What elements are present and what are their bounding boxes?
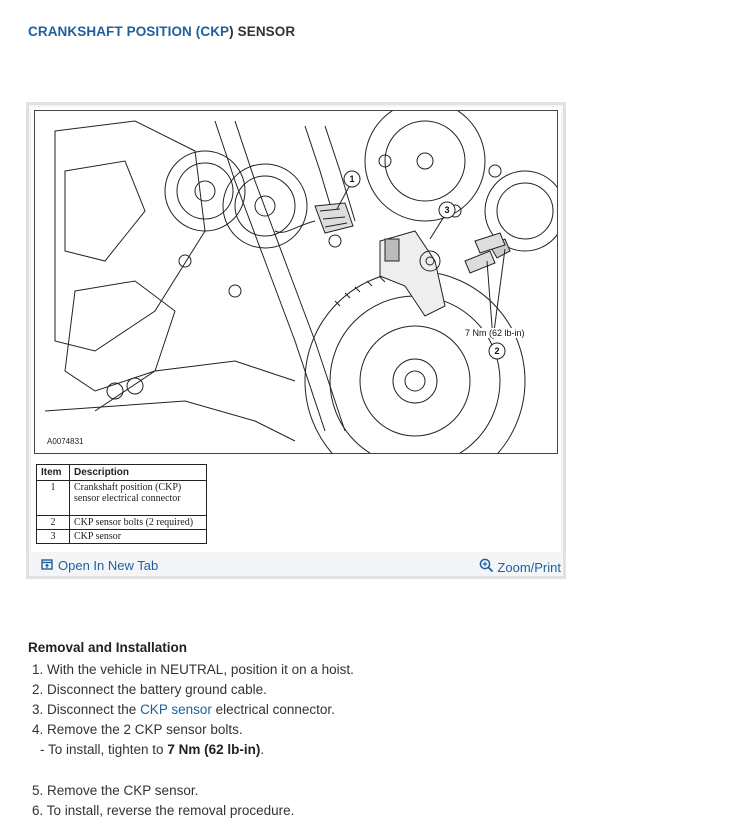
figure-inner bbox=[31, 107, 561, 552]
engine-diagram[interactable] bbox=[34, 110, 558, 454]
ckp-sensor-link[interactable]: CKP sensor bbox=[140, 702, 212, 717]
table-row bbox=[37, 481, 207, 516]
legend-item-description: CKP sensor bolts (2 required) bbox=[70, 516, 207, 530]
magnifier-plus-icon bbox=[479, 558, 494, 576]
legend-item-number: 3 bbox=[37, 530, 70, 544]
callout-3: 3 bbox=[444, 205, 450, 215]
table-row bbox=[37, 516, 207, 530]
open-in-new-tab-link[interactable] bbox=[41, 558, 158, 573]
legend-item-number: 2 bbox=[37, 516, 70, 530]
torque-label: 7 Nm (62 lb-in) bbox=[465, 328, 525, 338]
list-item bbox=[32, 700, 354, 720]
figure-footer bbox=[29, 555, 563, 577]
legend-header-row bbox=[37, 465, 207, 481]
title-prefix: CRANKSHAFT POSITION ( bbox=[28, 24, 201, 39]
legend-item-number: 1 bbox=[37, 481, 70, 516]
list-item: 5. Remove the CKP sensor. bbox=[32, 783, 199, 798]
title-abbr: CKP bbox=[200, 24, 230, 39]
table-row bbox=[37, 530, 207, 544]
callout-2: 2 bbox=[494, 346, 500, 356]
legend-header-description: Description bbox=[70, 465, 207, 481]
callout-1: 1 bbox=[349, 174, 355, 184]
legend-item-description: CKP sensor bbox=[70, 530, 207, 544]
list-item: 4. Remove the 2 CKP sensor bolts. bbox=[32, 722, 243, 737]
procedure-steps bbox=[32, 660, 354, 821]
step3-suffix: electrical connector. bbox=[211, 702, 335, 717]
substep-suffix: . bbox=[260, 742, 265, 757]
substep-prefix: - To install, tighten to bbox=[40, 742, 168, 757]
figure-card bbox=[26, 102, 566, 579]
title-suffix: ) SENSOR bbox=[229, 24, 296, 39]
list-item: 1. With the vehicle in NEUTRAL, position it on a hoist. bbox=[32, 662, 354, 677]
list-item-substep bbox=[32, 740, 354, 781]
open-new-tab-icon bbox=[41, 558, 53, 573]
legend-item-description: Crankshaft position (CKP) sensor electrical connector bbox=[70, 481, 207, 516]
step3-prefix: 3. Disconnect the bbox=[32, 702, 141, 717]
list-item: 6. To install, reverse the removal procedure. bbox=[32, 803, 295, 818]
page-title bbox=[28, 24, 295, 39]
open-in-new-tab-label: Open In New Tab bbox=[58, 558, 159, 573]
legend-table bbox=[36, 464, 207, 544]
list-item: 2. Disconnect the battery ground cable. bbox=[32, 682, 267, 697]
torque-value: 7 Nm (62 lb-in) bbox=[167, 742, 261, 757]
section-heading: Removal and Installation bbox=[28, 640, 188, 655]
zoom-print-label: Zoom/Print bbox=[497, 559, 561, 575]
diagram-drawing bbox=[35, 111, 557, 453]
zoom-print-link[interactable] bbox=[479, 558, 561, 576]
figure-code: A0074831 bbox=[47, 437, 84, 446]
legend-header-item: Item bbox=[37, 465, 70, 481]
